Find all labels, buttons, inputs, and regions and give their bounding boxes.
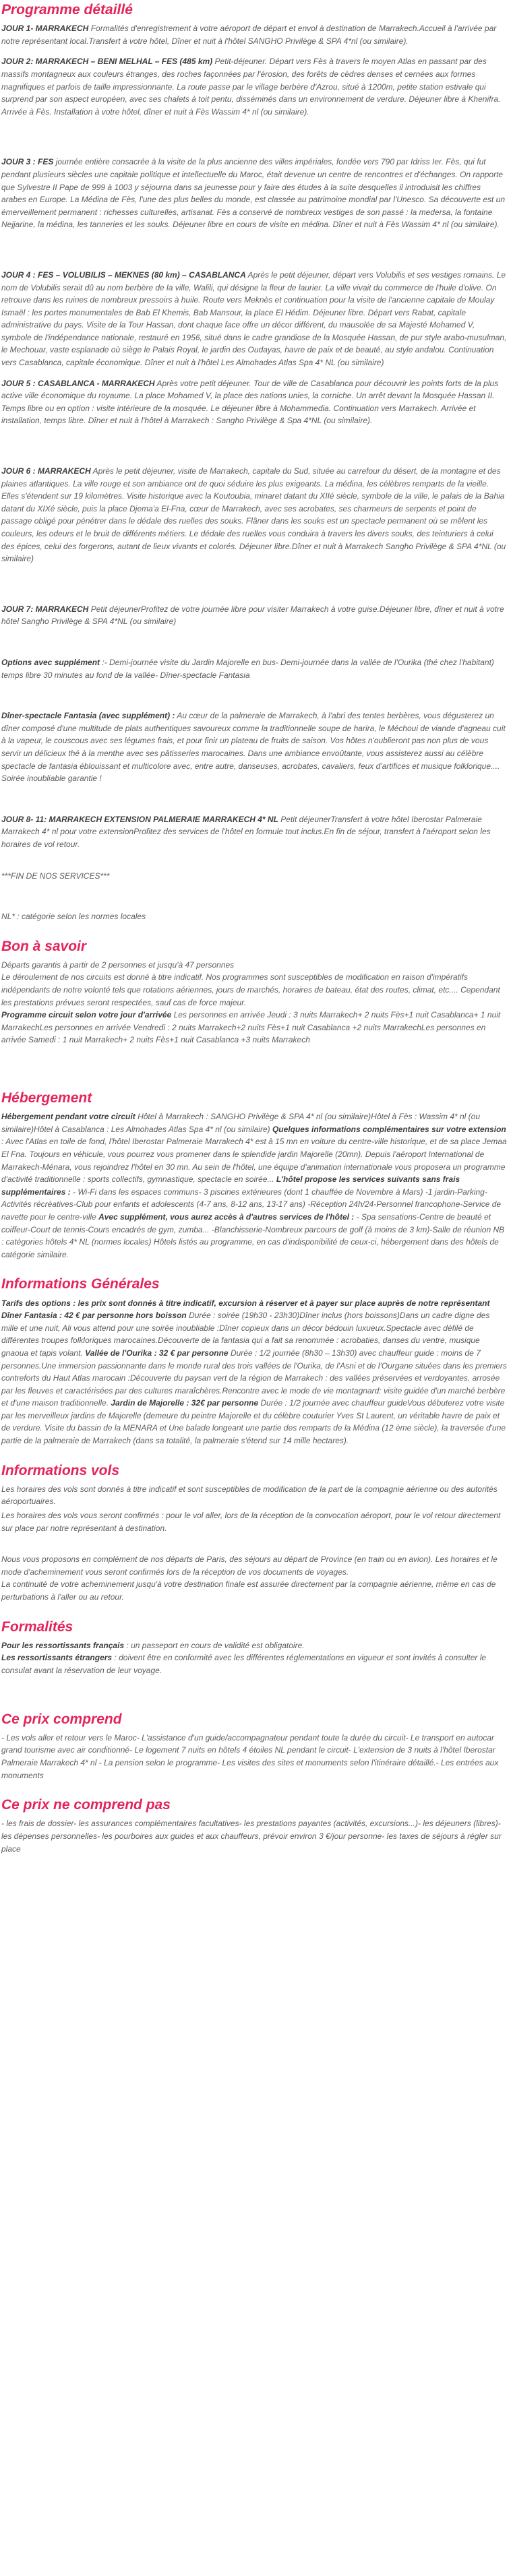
info-block: [1, 1297, 507, 1447]
vols-text-3: Nous vous proposons en complément de nos départs de Paris, des séjours au départ de Province (en train ou en avion). Les horaires et le mode d'acheminement vous seront confirmés lors de la réception de vos documents de voyages.: [1, 1554, 498, 1577]
day-6: [1, 465, 507, 565]
day-1-text: Formalités d'enregistrement à votre aéroport de départ et envol à destination de Marrakech.Accueil à l'arrivée par notre représentant local.Transfert à votre hôtel, Dîner et nuit à l'hôtel SANGHO Privilège & SPA 4*nl (ou similaire).: [1, 24, 497, 46]
day-7: [1, 603, 507, 628]
day-3-text: journée entière consacrée à la visite de la plus ancienne des villes impériales, fondée vers 790 par Idriss Ier. Fès, qui fut pendant plusieurs siècles une capitale politique et intellectuelle du Maroc, était devenue un centre de rencontres et d'échanges. On rapporte que Sylvestre II Pape de 999 à 1003 y séjourna dans sa jeunesse pour y faire des études à la suite desquelles il introduisit les chiffres arabes en Europe. La Médina de Fès, l'une des plus belles du monde, est classée au patrimoine mondial par l'Unesco. Sa découverte est un émerveillement permanent : richesses culturelles, artisanat. Fès a conservé de nombreux vestiges de son passé : la medersa, la fontaine Nejjarine, la médina, les tanneries et les souks. Déjeuner libre en cours de visite en médina. Dîner et nuit à Fès Wassim 4* nl (ou similaire).: [1, 157, 506, 230]
day-5: [1, 377, 507, 427]
info-text-3: Durée : 1/2 journée avec chauffeur guideVous débuterez votre visite par les merveilleux jardins de Majorelle (demeure du peintre Majorelle et du célèbre couturier Yves St Laurent, un véritable havre de paix et de verdure. Visite du bassin de la MENARA et Une balade longeant une partie des remparts de la Médina (12 ème siècle), la traversée d'une partie de la palmeraie de Marrakech (dans sa totalité, la palmeraie s'étend sur 14 mille hectares).: [1, 1398, 506, 1446]
nl-note: NL* : catégorie selon les normes locales: [1, 912, 146, 922]
info-head-3: Jardin de Majorelle : 32€ par personne: [111, 1398, 259, 1408]
bon-text-2: Le déroulement de nos circuits est donné à titre indicatif. Nos programmes sont susceptibles de modification en raison d'impératifs indépendants de notre volonté tels que rotations aériennes, jours de marchés, horaires de bateau, état des routes, climat, etc.... Cependant les prestations prévues seront respectées, sauf cas de force majeur.: [1, 972, 500, 1007]
form-french: [1, 1639, 507, 1652]
day-2-text: Petit-déjeuner. Départ vers Fès à travers le moyen Atlas en passant par des massifs montagneux aux couleurs étranges, des roches façonnées par l'érosion, des forêts de cèdres denses et cernées aux formes magnifiques et parfois de taille impressionnante. La route passe par le village berbère d'Azrou, situé à 1200m, petite station estivale qui surprend par son aspect européen, avec ses chalets à toit pentu, disséminés dans un environnement de verdure. Déjeuner libre à Khenifra. Arrivée à Fès. Installation à votre hôtel, dîner et nuit à Fès Wassim 4* nl (ou similaire).: [1, 57, 501, 117]
prix-ne-comprend-pas-text: - les frais de dossier- les assurances complémentaires facultatives- les prestations payantes (activités, excursions...)- les déjeuners (libres)- les dépenses personnelles- les pourboires aux guides et aux chauffeurs, prévoir environ 3 €/jour personne- les taxes de séjours à régler sur place: [1, 1819, 502, 1854]
programme-title: Programme détaillé: [1, 2, 133, 18]
day-7-head: JOUR 7: MARRAKECH: [1, 604, 89, 614]
day-4-head: JOUR 4 : FES – VOLUBILIS – MEKNES (80 km) – CASABLANCA: [1, 270, 246, 280]
form-foreign: [1, 1652, 507, 1676]
end-of-services: ***FIN DE NOS SERVICES***: [1, 871, 110, 881]
day-5-head: JOUR 5 : CASABLANCA - MARRAKECH: [1, 378, 155, 388]
heb-text-2: : Avec l'Atlas en toile de fond, l'hôtel Iberostar Palmeraie Marrakech 4* est à 15 mn en voiture du centre-ville historique, et de sa place Jemaa El Fna. Toujours en véhicule, vous pourrez vous promener dans le splendide jardin Majorelle (20mn). Depuis l'aéroport International de Marrakech-Ménara, vous rejoindrez l'hôtel en 30 mn. Au sein de l'hôtel, une équipe d'animation internationale vous proposera un programme d'activité traditionnelle : sports collectifs, gymnastique, spectacle en soirée...: [1, 1137, 507, 1185]
heb-block: [1, 1110, 507, 1261]
day-2: [1, 55, 507, 118]
heb-head-1: Hébergement pendant votre circuit: [1, 1112, 136, 1122]
options: [1, 656, 507, 681]
day-6-text: Après le petit déjeuner, visite de Marrakech, capitale du Sud, située au carrefour du désert, de la montagne et des plaines atlantiques. La ville rouge et son ambiance ont de quoi séduire les plus exigeants. La médina, les célèbres remparts de la vieille. Elles s'étendent sur 19 kilomètres. Visite historique avec la Koutoubia, minaret datant du XIIé siècle, symbole de la ville, le palais de la Bahia datant du XIXé siècle, puis la place Djema'a El-Fna, cœur de Marrakech, avec ses acrobates, ses charmeurs de serpents et point de passage obligé pour pénétrer dans le dédale des ruelles des souks. Flâner dans les souks est un spectacle permanent où se mêlent les couleurs, les odeurs et le bruit de différents métiers. Le dédale des ruelles vous conduira à travers les divers souks, des teinturiers à celui des épices, celui des forgerons, autant de lieux vivants et colorés. Déjeuner libre.Dîner et nuit à Marrakech Sangho Privilège & SPA 4*NL (ou similaire): [1, 466, 506, 564]
day-6-head: JOUR 6 : MARRAKECH: [1, 466, 91, 476]
day-3-head: JOUR 3 : FES: [1, 157, 54, 167]
day-8-11-head: JOUR 8- 11: MARRAKECH EXTENSION PALMERAIE MARRAKECH 4* NL: [1, 814, 278, 824]
bon-circuit: [1, 1009, 507, 1046]
day-2-head: JOUR 2: MARRAKECH – BENI MELHAL – FES (485 km): [1, 57, 213, 67]
form-head-1: Pour les ressortissants français: [1, 1640, 125, 1650]
day-8-11: [1, 813, 507, 851]
informations-vols-title: Informations vols: [1, 1462, 120, 1478]
info-head-2: Vallée de l'Ourika : 32 € par personne: [85, 1348, 229, 1358]
fantasia-head: Dîner-spectacle Fantasia (avec supplément) :: [1, 711, 175, 721]
prix-ne-comprend-pas-title: Ce prix ne comprend pas: [1, 1797, 171, 1813]
options-head: Options avec supplément: [1, 657, 100, 667]
informations-generales-title: Informations Générales: [1, 1276, 160, 1292]
bon-a-savoir-title: Bon à savoir: [1, 938, 87, 954]
hebergement-title: Hébergement: [1, 1090, 92, 1106]
day-1: [1, 22, 507, 47]
bon-circuit-head: Programme circuit selon votre jour d'arrivée: [1, 1010, 172, 1020]
fantasia: [1, 710, 507, 785]
formalites-title: Formalités: [1, 1619, 73, 1635]
options-text: :- Demi-journée visite du Jardin Majorelle en bus- Demi-journée dans la vallée de l'Ourika (thé chez l'habitant) temps libre 30 minutes au fond de la vallée- Dîner-spectacle Fantasia: [1, 657, 494, 680]
heb-text-4: - Spa sensations-Centre de beauté et coiffeur-Court de tennis-Cours encadrés de gym, zumba... -Blanchisserie-Nombreux parcours de golf (à moins de 3 km)-Salle de réunion NB : catégories hôtels 4* NL (normes locales) Hôtels listés au programme, en cas d'indisponibilité de ceux-ci, hébergement dans des hôtels de catégorie similaire.: [1, 1212, 505, 1259]
fantasia-text: Au cœur de la palmeraie de Marrakech, à l'abri des tentes berbères, vous dégusterez un dîner composé d'une multitude de plats authentiques savoureux comme la traditionnelle soupe de harira, le Méchoui de viande d'agneau cuit à la vapeur, le couscous avec ses légumes frais, et pour finir un plateau de fruits de saison. Vos hôtes n'oublieront pas non plus de vous servir un délicieux thé à la menthe avec ses pâtisseries marocaines. Dans une ambiance envoûtante, vous assisterez aussi au célèbre spectacle de fantasia éblouissant et multicolore avec, entre autre, danseuses, acrobates, cavaliers, feux d'artifices et musique folklorique.... Soirée inoubliable garantie !: [1, 711, 506, 784]
heb-head-4: Avec supplément, vous aurez accès à d'autres services de l'hôtel :: [98, 1212, 355, 1222]
form-text-2: : doivent être en conformité avec les différentes réglementations en vigueur et sont invités à consulter le consulat avant la réservation de leur voyage.: [1, 1653, 487, 1675]
vols-text-1: Les horaires des vols sont donnés à titre indicatif et sont susceptibles de modification de la part de la compagnie aérienne ou des autorités aéroportuaires.: [1, 1484, 498, 1507]
day-3: [1, 156, 507, 231]
day-1-head: JOUR 1- MARRAKECH: [1, 24, 89, 34]
vols-text-4: La continuité de votre acheminement jusqu'à votre destination finale est assurée directement par la compagnie aérienne, même en cas de perturbations à l'aller ou au retour.: [1, 1579, 496, 1602]
day-4: [1, 269, 507, 369]
vols-text-2: Les horaires des vols vous seront confirmés : pour le vol aller, lors de la réception de la convocation aéroport, pour le vol retour directement sur place par notre représentant à destination.: [1, 1511, 501, 1533]
prix-comprend-title: Ce prix comprend: [1, 1711, 122, 1727]
bon-circuit-text: Les personnes en arrivée Jeudi : 3 nuits Marrakech+ 2 nuits Fès+1 nuit Casablanca+ 1 nuit MarrakechLes personnes en arrivée Vendredi : 2 nuits Marrakech+2 nuits Fès+1 nuit Casablanca +2 nuits MarrakechLes personnes en arrivée Samedi : 1 nuit Marrakech+ 2 nuits Fès+1 nuit Casablanca +3 nuits Marrakech: [1, 1010, 501, 1045]
heb-text-3: - Wi-Fi dans les espaces communs- 3 piscines extérieures (dont 1 chauffée de Novembre à Mars) -1 jardin-Parking-Activités récréatives-Club pour enfants et adolescents (4-7 ans, 8-12 ans, 13-17 ans) -Réception 24h/24-Personnel francophone-Service de navette pour le centre-ville: [1, 1187, 502, 1222]
info-head-1: Tarifs des options : les prix sont donnés à titre indicatif, excursion à réserver et à payer sur place auprès de notre représentant Dîner Fantasia : 42 € par personne hors boisson: [1, 1298, 490, 1321]
form-text-1: : un passeport en cours de validité est obligatoire.: [126, 1640, 305, 1650]
info-text-2: Durée : 1/2 journée (8h30 – 13h30) avec chauffeur guide : moins de 7 personnes.Une immersion passionnante dans le monde rural des trois vallées de l'Ourika, de l'Asni et de l'Ourgane situées dans les premiers contreforts du Haut Atlas marocain :Découverte du paysan vert de la région de Marrakech : des vallées préservées et verdoyantes, arrosée par les fleuves et caractérisées par des cultures maraîchères.Rencontre avec le mode de vie montagnard: visite guidée d'un marché berbère et d'une maison traditionnelle.: [1, 1348, 507, 1408]
prix-comprend-text: - Les vols aller et retour vers le Maroc- L'assistance d'un guide/accompagnateur pendant toute la durée du circuit- Le transport en autocar grand tourisme avec air conditionné- Le logement 7 nuits en hôtels 4 étoiles NL pendant le circuit- L'extension de 3 nuits à l'hôtel Iberostar Palmeraie Marrakech 4* nl - La pension selon le programme- Les visites des sites et monuments selon l'itinéraire détaillé.- Les entrées aux monuments: [1, 1732, 499, 1780]
bon-text-1: Départs garantis à partir de 2 personnes et jusqu'à 47 personnes: [1, 960, 235, 970]
info-text-1: Durée : soirée (19h30 - 23h30)Dîner inclus (hors boissons)Dans un cadre digne des mille et une nuit, Ali vous attend pour une soirée inoubliable :Dîner copieux dans un décor bédouin luxueux.Spectacle avec défilé de différentes troupes folkloriques marocaines.Découverte de la fantasia qui a fait sa renommée : acrobaties, danses du ventre, musique gnaoua et tapis volant.: [1, 1311, 490, 1358]
heb-head-3: L'hôtel propose les services suivants sans frais supplémentaires :: [1, 1174, 460, 1197]
day-8-11-text: Petit déjeunerTransfert à votre hôtel Iberostar Palmeraie Marrakech 4* nl pour votre extensionProfitez des services de l'hôtel en formule tout inclus.En fin de séjour, transfert à l'aéroport selon les horaires de vol retour.: [1, 814, 491, 849]
heb-text-1: Hôtel à Marrakech : SANGHO Privilège & SPA 4* nl (ou similaire)Hôtel à Fès : Wassim 4* nl (ou similaire)Hôtel à Casablanca : Les Almohades Atlas Spa 4* nl (ou similaire): [1, 1112, 481, 1134]
heb-head-2: Quelques informations complémentaires sur votre extension: [272, 1124, 506, 1134]
day-7-text: Petit déjeunerProfitez de votre journée libre pour visiter Marrakech à votre guise.Déjeuner libre, dîner et nuit à votre hôtel Sangho Privilège & SPA 4*NL (ou similaire): [1, 604, 504, 627]
day-4-text: Après le petit déjeuner, départ vers Volubilis et ses vestiges romains. Le nom de Volubilis serait dû au nom berbère de la ville, Walili, qui désigne la fleur de laurier. La ville vivait du commerce de l'huile d'olive. On retrouve dans les ruines de nombreux pressoirs à huile. Route vers Meknès et continuation pour la visite de l'ancienne capitale de Moulay Ismaël : les portes monumentales de Bab El Khemis, Bab Mansour, la place El Hédim. Déjeuner libre. Départ vers Rabat, capitale administrative du pays. Visite de la Tour Hassan, dont chaque face offre un décor différent, du mausolée de sa Majesté Mohamed V, symbole de l'indépendance nationale, restauré en 1956, situé dans le cadre grandiose de la Mosquée Hassan, de pur style arabo-musulman, le Mechouar, vaste esplanade où siège le Palais Royal, le jardin des Oudayas, havre de paix et de beauté, au style andalou. Continuation vers Casablanca, capitale économique. Dîner et nuit à l'hôtel Les Almohades Atlas Spa 4* NL (ou similaire): [1, 270, 507, 368]
form-head-2: Les ressortissants étrangers: [1, 1653, 113, 1663]
day-5-text: Après votre petit déjeuner. Tour de ville de Casablanca pour découvrir les points forts de la plus active ville économique du royaume. La place Mohamed V, la place des nations unies, la corniche. Un arrêt devant la Mosquée Hassan II. Temps libre ou en option : visite intérieure de la mosquée. Le déjeuner libre à Mohammedia. Continuation vers Marrakech. Arrivée et installation, temps libre. Dîner et nuit à l'hôtel à Marrakech : Sangho Privilège & Spa 4*NL (ou similaire).: [1, 378, 499, 426]
